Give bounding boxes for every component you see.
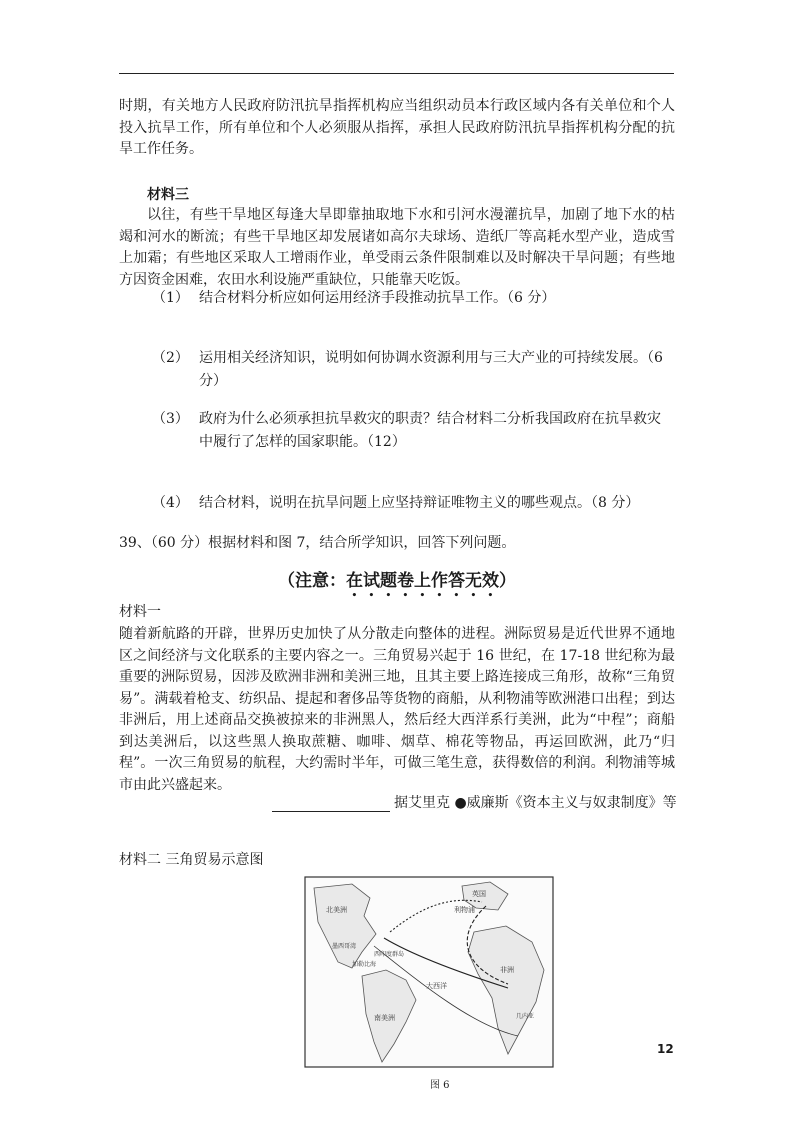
notice-emphasis: 在试题卷上作答无效 bbox=[346, 571, 499, 591]
question-number: （2） bbox=[152, 350, 189, 366]
question-number: （3） bbox=[152, 411, 189, 427]
question-number: （4） bbox=[152, 495, 189, 511]
map-label-south-america: 南美洲 bbox=[374, 1014, 395, 1022]
material3-body: 以往，有些干旱地区每逢大旱即靠抽取地下水和引河水漫灌抗旱，加剧了地下水的枯竭和河水的断流；有些干旱地区却发展诸如高尔夫球场、造纸厂等高耗水型产业，造成雪上加霜；有些地区采取人工增雨作业，单受雨云条件限制难以及时解决干旱问题；有些地方因资金困难，农田水利设施严重缺位，只能靠天吃饭。 bbox=[119, 207, 675, 288]
notice-open: （注意： bbox=[278, 571, 346, 591]
source-underline bbox=[272, 797, 390, 812]
map-label-guinea: 几内亚 bbox=[516, 1013, 535, 1020]
question-text: 结合材料，说明在抗旱问题上应坚持辩证唯物主义的哪些观点。（8 分） bbox=[199, 495, 640, 511]
material1-heading: 材料一 bbox=[119, 604, 161, 620]
map-label-caribbean: 加勒比海 bbox=[352, 961, 377, 968]
source-text: 据艾里克 ●威廉斯《资本主义与奴隶制度》等 bbox=[394, 795, 677, 811]
map-label-atlantic: 大西洋 bbox=[426, 982, 447, 990]
material3-heading: 材料三 bbox=[147, 187, 189, 203]
map-label-gulf-of-mexico: 墨西哥湾 bbox=[332, 943, 357, 950]
page-number: 12 bbox=[657, 1042, 674, 1056]
map-label-west-indies: 西印度群岛 bbox=[374, 951, 405, 958]
question-text: 政府为什么必须承担抗旱救灾的职责？结合材料二分析我国政府在抗旱救灾中履行了怎样的国家职能。（12） bbox=[199, 411, 661, 450]
map-label-britain: 英国 bbox=[472, 890, 486, 898]
question-text: 结合材料分析应如何运用经济手段推动抗旱工作。（6 分） bbox=[199, 290, 556, 306]
question-number: （1） bbox=[152, 290, 189, 306]
map-label-north-america: 北美洲 bbox=[326, 906, 347, 914]
triangle-trade-map bbox=[304, 876, 554, 1068]
material1-body: 随着新航路的开辟，世界历史加快了从分散走向整体的进程。洲际贸易是近代世界不通地区之间经济与文化联系的主要内容之一。三角贸易兴起于 16 世纪，在 17-18 世纪称为最重要的洲际贸易，因涉及欧洲非洲和美洲三地，且其主要上路连接成三角形，故称“三角贸易”。满载着枪支、纺织品、提起和奢侈品等货物的商船，从利物浦等欧洲港口出程；到达非洲后，用上述商品交换被掠来的非洲黑人，然后经大西洋系行美洲，此为“中程”；商船到达美洲后，以这些黑人换取蔗糖、咖啡、烟草、棉花等物品，再运回欧洲，此乃“归程”。一次三角贸易的航程，大约需时半年，可做三笔生意，获得数倍的利润。利物浦等城市由此兴盛起来。 bbox=[119, 626, 675, 793]
notice-close: ） bbox=[499, 571, 516, 591]
figure-caption: 图 6 bbox=[430, 1080, 450, 1091]
intro-paragraph: 时期，有关地方人民政府防汛抗旱指挥机构应当组织动员本行政区域内各有关单位和个人投入抗旱工作，所有单位和个人必须服从指挥，承担人民政府防汛抗旱指挥机构分配的抗旱工作任务。 bbox=[119, 98, 675, 157]
material2-heading: 材料二 三角贸易示意图 bbox=[119, 852, 264, 868]
question-text: 运用相关经济知识，说明如何协调水资源利用与三大产业的可持续发展。（6 分） bbox=[199, 350, 663, 389]
map-label-africa: 非洲 bbox=[500, 966, 514, 974]
answer-notice bbox=[0, 566, 794, 601]
map-label-liverpool: 利物浦 bbox=[454, 906, 475, 914]
question-39-intro: 39、（60 分）根据材料和图 7，结合所学知识，回答下列问题。 bbox=[119, 535, 516, 551]
material1-source bbox=[272, 792, 677, 812]
header-rule bbox=[119, 73, 674, 74]
